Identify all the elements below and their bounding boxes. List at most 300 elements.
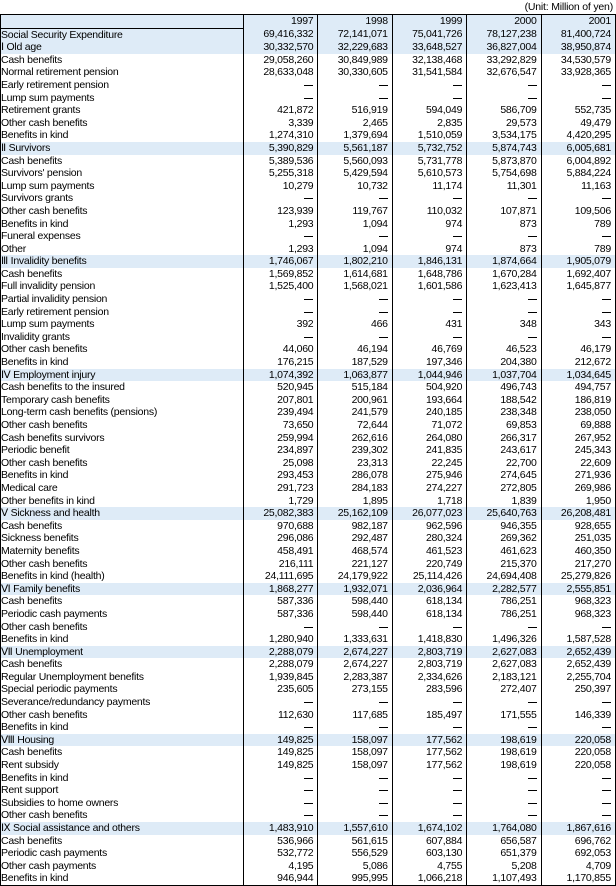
row-label: Benefits in kind: [1, 356, 69, 369]
table-row: [1, 167, 616, 180]
cell-1997: 1,280,940: [244, 633, 318, 646]
cell-1999: 177,562: [392, 759, 466, 772]
table-row: [1, 495, 616, 508]
cell-1998: 2,674,227: [318, 646, 392, 659]
cell-2001: 46,179: [541, 343, 615, 356]
row-label: Cash benefits: [1, 519, 62, 532]
cell-2000: 5,874,743: [467, 142, 541, 155]
cell-1999: [392, 92, 466, 105]
cell-2001: 49,479: [541, 117, 615, 130]
cell-2000: [467, 772, 541, 785]
cell-1999: 5,732,752: [392, 142, 466, 155]
no-data-dash-icon: [304, 702, 313, 703]
cell-1999: 33,648,527: [392, 41, 466, 54]
cell-2000: 78,127,238: [467, 28, 541, 41]
row-label: Benefits in kind (health): [1, 570, 105, 583]
no-data-dash-icon: [602, 803, 611, 804]
cell-1997: [244, 621, 318, 634]
cell-1997: 1,868,277: [244, 583, 318, 596]
cell-2001: 251,035: [541, 532, 615, 545]
cell-2001: 220,058: [541, 734, 615, 747]
cell-2001: 4,709: [541, 860, 615, 873]
cell-1997: 392: [244, 318, 318, 331]
cell-2001: [541, 809, 615, 822]
table-row: [1, 280, 616, 293]
cell-1999: 220,749: [392, 558, 466, 571]
row-label: Subsidies to home owners: [1, 796, 119, 809]
table-row: [1, 809, 616, 822]
cell-1999: 2,835: [392, 117, 466, 130]
cell-2000: 69,853: [467, 419, 541, 432]
cell-1997: [244, 809, 318, 822]
cell-1997: [244, 784, 318, 797]
table-row: [1, 92, 616, 105]
row-label: Other cash benefits: [1, 557, 88, 570]
table-row: [1, 306, 616, 319]
table-row: [1, 331, 616, 344]
no-data-dash-icon: [453, 85, 462, 86]
table-row: [1, 218, 616, 231]
table-row: [1, 646, 616, 659]
cell-2001: 34,530,579: [541, 54, 615, 67]
row-label: Periodic cash payments: [1, 847, 107, 860]
cell-1999: 32,138,468: [392, 54, 466, 67]
cell-1999: [392, 306, 466, 319]
table-body: [1, 28, 616, 885]
cell-1997: 520,945: [244, 381, 318, 394]
cell-1998: 466: [318, 318, 392, 331]
cell-1999: 177,562: [392, 734, 466, 747]
cell-1997: [244, 331, 318, 344]
row-label: Cash benefits to the insured: [1, 381, 125, 394]
cell-1997: 5,390,829: [244, 142, 318, 155]
cell-2001: 1,034,645: [541, 369, 615, 382]
row-label: Benefits in kind: [1, 633, 69, 646]
cell-1999: 1,601,586: [392, 280, 466, 293]
cell-1997: 207,801: [244, 394, 318, 407]
cell-1998: 158,097: [318, 746, 392, 759]
cell-1998: 515,184: [318, 381, 392, 394]
cell-1998: 1,094: [318, 218, 392, 231]
cell-1997: [244, 192, 318, 205]
cell-2001: 696,762: [541, 835, 615, 848]
row-label: Temporary cash benefits: [1, 393, 110, 406]
cell-2001: 22,609: [541, 457, 615, 470]
table-row: [1, 255, 616, 268]
row-label: Other cash benefits: [1, 116, 88, 129]
table-row: [1, 343, 616, 356]
cell-2001: 6,005,681: [541, 142, 615, 155]
no-data-dash-icon: [602, 98, 611, 99]
no-data-dash-icon: [453, 627, 462, 628]
no-data-dash-icon: [379, 778, 388, 779]
cell-1999: 1,718: [392, 495, 466, 508]
cell-2001: [541, 721, 615, 734]
cell-1997: 239,494: [244, 406, 318, 419]
no-data-dash-icon: [602, 815, 611, 816]
cell-2001: 2,555,851: [541, 583, 615, 596]
cell-1999: 1,510,059: [392, 129, 466, 142]
cell-1998: 30,330,605: [318, 66, 392, 79]
table-row: [1, 734, 616, 747]
no-data-dash-icon: [602, 627, 611, 628]
table-row: [1, 180, 616, 193]
cell-1997: [244, 306, 318, 319]
no-data-dash-icon: [304, 98, 313, 99]
no-data-dash-icon: [528, 727, 537, 728]
cell-1998: 561,615: [318, 835, 392, 848]
table-row: [1, 482, 616, 495]
cell-2000: 1,496,326: [467, 633, 541, 646]
no-data-dash-icon: [304, 727, 313, 728]
table-row: [1, 432, 616, 445]
no-data-dash-icon: [528, 627, 537, 628]
cell-1998: 598,440: [318, 595, 392, 608]
cell-1999: 1,418,830: [392, 633, 466, 646]
cell-2001: 238,050: [541, 406, 615, 419]
table-row: [1, 444, 616, 457]
cell-1998: 2,465: [318, 117, 392, 130]
cell-1999: 2,803,719: [392, 646, 466, 659]
no-data-dash-icon: [602, 790, 611, 791]
no-data-dash-icon: [453, 98, 462, 99]
table-row: [1, 872, 616, 885]
cell-1998: 10,732: [318, 180, 392, 193]
cell-1999: 11,174: [392, 180, 466, 193]
row-label: Ⅰ Old age: [1, 41, 244, 54]
cell-1999: 962,596: [392, 520, 466, 533]
cell-2001: [541, 306, 615, 319]
cell-1997: 2,288,079: [244, 646, 318, 659]
cell-2000: 25,640,763: [467, 507, 541, 520]
row-label: Benefits in kind: [1, 217, 69, 230]
cell-2000: 2,627,083: [467, 658, 541, 671]
cell-2000: 2,282,577: [467, 583, 541, 596]
cell-1998: 995,995: [318, 872, 392, 885]
no-data-dash-icon: [304, 815, 313, 816]
table-row: [1, 746, 616, 759]
column-header-1997: 1997: [244, 15, 318, 29]
cell-2001: 220,058: [541, 746, 615, 759]
table-row: [1, 658, 616, 671]
cell-1998: 5,429,594: [318, 167, 392, 180]
cell-1997: 10,279: [244, 180, 318, 193]
no-data-dash-icon: [528, 236, 537, 237]
header-row: [1, 15, 616, 29]
cell-1998: [318, 784, 392, 797]
table-row: [1, 318, 616, 331]
cell-1999: 5,610,573: [392, 167, 466, 180]
cell-1997: [244, 696, 318, 709]
cell-2000: 5,873,870: [467, 155, 541, 168]
cell-2000: [467, 621, 541, 634]
cell-1999: 461,523: [392, 545, 466, 558]
cell-1998: [318, 809, 392, 822]
column-header-2000: 2000: [467, 15, 541, 29]
row-label: Ⅶ Unemployment: [1, 646, 244, 659]
cell-1997: 28,633,048: [244, 66, 318, 79]
cell-2000: 651,379: [467, 847, 541, 860]
cell-1997: [244, 92, 318, 105]
cell-2001: 81,400,724: [541, 28, 615, 41]
cell-2000: 29,573: [467, 117, 541, 130]
cell-2000: 5,754,698: [467, 167, 541, 180]
cell-1997: 587,336: [244, 608, 318, 621]
cell-2001: 38,950,874: [541, 41, 615, 54]
no-data-dash-icon: [528, 815, 537, 816]
cell-1998: 46,194: [318, 343, 392, 356]
row-label: Rent subsidy: [1, 759, 59, 772]
table-row: [1, 205, 616, 218]
cell-2000: 873: [467, 243, 541, 256]
cell-1999: 618,134: [392, 595, 466, 608]
cell-1997: 1,729: [244, 495, 318, 508]
cell-2000: 586,709: [467, 104, 541, 117]
no-data-dash-icon: [379, 299, 388, 300]
cell-2001: 2,652,439: [541, 646, 615, 659]
cell-1997: 2,288,079: [244, 658, 318, 671]
row-label: Other cash benefits: [1, 204, 88, 217]
table-row: [1, 532, 616, 545]
cell-2000: 1,670,284: [467, 268, 541, 281]
cell-2000: 272,805: [467, 482, 541, 495]
cell-1999: 974: [392, 243, 466, 256]
row-label: Normal retirement pension: [1, 66, 119, 79]
cell-2001: 1,905,079: [541, 255, 615, 268]
table-head: [1, 15, 616, 29]
cell-1999: 618,134: [392, 608, 466, 621]
cell-1998: [318, 696, 392, 709]
row-label: Other cash payments: [1, 859, 97, 872]
cell-1997: 1,293: [244, 218, 318, 231]
no-data-dash-icon: [304, 299, 313, 300]
cell-1997: 216,111: [244, 558, 318, 571]
table-row: [1, 457, 616, 470]
no-data-dash-icon: [304, 627, 313, 628]
cell-1997: 1,939,845: [244, 671, 318, 684]
cell-1999: 193,664: [392, 394, 466, 407]
cell-2001: [541, 79, 615, 92]
no-data-dash-icon: [379, 803, 388, 804]
cell-2001: 4,420,295: [541, 129, 615, 142]
cell-2001: 146,339: [541, 709, 615, 722]
cell-1999: [392, 192, 466, 205]
no-data-dash-icon: [528, 98, 537, 99]
no-data-dash-icon: [528, 312, 537, 313]
cell-1999: 25,114,426: [392, 570, 466, 583]
no-data-dash-icon: [453, 337, 462, 338]
cell-2001: 1,645,877: [541, 280, 615, 293]
no-data-dash-icon: [379, 702, 388, 703]
cell-1998: 284,183: [318, 482, 392, 495]
cell-2001: 220,058: [541, 759, 615, 772]
cell-2000: 274,645: [467, 469, 541, 482]
cell-1997: 946,944: [244, 872, 318, 885]
table-row: [1, 683, 616, 696]
cell-1997: 149,825: [244, 746, 318, 759]
row-label: Medical care: [1, 481, 58, 494]
cell-1997: [244, 293, 318, 306]
no-data-dash-icon: [528, 790, 537, 791]
cell-1997: 25,098: [244, 457, 318, 470]
row-label: Benefits in kind: [1, 129, 69, 142]
cell-2000: 1,874,664: [467, 255, 541, 268]
table-row: [1, 709, 616, 722]
cell-2000: 32,676,547: [467, 66, 541, 79]
cell-1998: 1,333,631: [318, 633, 392, 646]
cell-2000: 461,623: [467, 545, 541, 558]
cell-2000: 11,301: [467, 180, 541, 193]
cell-2001: [541, 696, 615, 709]
row-label: Full invalidity pension: [1, 280, 96, 293]
table-row: [1, 583, 616, 596]
cell-2001: [541, 784, 615, 797]
cell-1998: 24,179,922: [318, 570, 392, 583]
cell-1999: 283,596: [392, 683, 466, 696]
cell-2001: 69,888: [541, 419, 615, 432]
cell-1998: 25,162,109: [318, 507, 392, 520]
table-row: [1, 268, 616, 281]
cell-1997: 123,939: [244, 205, 318, 218]
cell-2000: [467, 79, 541, 92]
cell-1999: 431: [392, 318, 466, 331]
cell-1998: 241,579: [318, 406, 392, 419]
cell-2000: 2,627,083: [467, 646, 541, 659]
no-data-dash-icon: [379, 337, 388, 338]
cell-1998: [318, 306, 392, 319]
no-data-dash-icon: [453, 312, 462, 313]
table-row: [1, 608, 616, 621]
cell-1997: 1,746,067: [244, 255, 318, 268]
cell-1998: [318, 721, 392, 734]
cell-1999: [392, 331, 466, 344]
unit-note: (Unit: Million of yen): [524, 1, 613, 13]
cell-2001: 11,163: [541, 180, 615, 193]
row-label: Retirement grants: [1, 104, 81, 117]
no-data-dash-icon: [602, 778, 611, 779]
cell-1999: 31,541,584: [392, 66, 466, 79]
cell-1998: [318, 331, 392, 344]
cell-2000: 786,251: [467, 595, 541, 608]
cell-1998: 30,849,989: [318, 54, 392, 67]
row-label: Cash benefits: [1, 746, 62, 759]
cell-2001: 1,950: [541, 495, 615, 508]
no-data-dash-icon: [602, 236, 611, 237]
cell-2000: [467, 809, 541, 822]
cell-1998: 158,097: [318, 734, 392, 747]
cell-2000: [467, 797, 541, 810]
cell-2000: [467, 306, 541, 319]
row-label: Benefits in kind: [1, 469, 69, 482]
cell-1997: 1,074,392: [244, 369, 318, 382]
cell-1997: 970,688: [244, 520, 318, 533]
cell-1998: 200,961: [318, 394, 392, 407]
cell-2001: 212,672: [541, 356, 615, 369]
row-label: Ⅸ Social assistance and others: [1, 822, 244, 835]
cell-1997: 291,723: [244, 482, 318, 495]
row-label: Survivors grants: [1, 192, 73, 205]
cell-2000: 215,370: [467, 558, 541, 571]
no-data-dash-icon: [453, 803, 462, 804]
cell-2001: 250,397: [541, 683, 615, 696]
row-label: Regular Unemployment benefits: [1, 670, 144, 683]
cell-1997: 421,872: [244, 104, 318, 117]
table-row: [1, 406, 616, 419]
cell-1999: 504,920: [392, 381, 466, 394]
no-data-dash-icon: [304, 790, 313, 791]
cell-1998: 119,767: [318, 205, 392, 218]
cell-1999: [392, 230, 466, 243]
cell-1997: 458,491: [244, 545, 318, 558]
row-label: Other cash benefits: [1, 343, 88, 356]
cell-1998: 1,379,694: [318, 129, 392, 142]
social-security-expenditure-table: [0, 14, 616, 886]
cell-1998: [318, 772, 392, 785]
row-label: Survivors' pension: [1, 167, 82, 180]
table-row: [1, 419, 616, 432]
cell-1997: 30,332,570: [244, 41, 318, 54]
cell-1999: 603,130: [392, 847, 466, 860]
cell-1999: 275,946: [392, 469, 466, 482]
cell-1999: [392, 809, 466, 822]
row-label: Social Security Expenditure: [1, 28, 244, 41]
no-data-dash-icon: [379, 790, 388, 791]
cell-2000: 496,743: [467, 381, 541, 394]
cell-1997: [244, 721, 318, 734]
no-data-dash-icon: [453, 790, 462, 791]
table-row: [1, 54, 616, 67]
cell-2000: [467, 92, 541, 105]
cell-2001: 1,692,407: [541, 268, 615, 281]
table-row: [1, 621, 616, 634]
cell-2000: 24,694,408: [467, 570, 541, 583]
cell-2001: 217,270: [541, 558, 615, 571]
row-label: Ⅲ Invalidity benefits: [1, 255, 244, 268]
column-header-1999: 1999: [392, 15, 466, 29]
cell-1997: 1,293: [244, 243, 318, 256]
table-row: [1, 847, 616, 860]
cell-2001: 789: [541, 243, 615, 256]
row-label: Early retirement pension: [1, 305, 109, 318]
row-label: Cash benefits: [1, 595, 62, 608]
cell-1999: 1,674,102: [392, 822, 466, 835]
cell-2000: [467, 230, 541, 243]
cell-2000: 1,037,704: [467, 369, 541, 382]
row-label: Invalidity grants: [1, 330, 70, 343]
table-row: [1, 104, 616, 117]
cell-1997: 1,483,910: [244, 822, 318, 835]
cell-1998: 273,155: [318, 683, 392, 696]
cell-1999: 185,497: [392, 709, 466, 722]
cell-2001: 269,986: [541, 482, 615, 495]
no-data-dash-icon: [602, 702, 611, 703]
no-data-dash-icon: [304, 85, 313, 86]
cell-2000: 188,542: [467, 394, 541, 407]
row-label: Lump sum payments: [1, 91, 95, 104]
row-label: Cash benefits: [1, 834, 62, 847]
row-label: Lump sum payments: [1, 318, 95, 331]
cell-1997: 73,650: [244, 419, 318, 432]
cell-2001: 1,170,855: [541, 872, 615, 885]
cell-1998: 286,078: [318, 469, 392, 482]
cell-1999: 26,077,023: [392, 507, 466, 520]
table-row: [1, 835, 616, 848]
cell-1999: 974: [392, 218, 466, 231]
cell-2001: 186,819: [541, 394, 615, 407]
no-data-dash-icon: [602, 727, 611, 728]
no-data-dash-icon: [453, 778, 462, 779]
cell-2000: 198,619: [467, 746, 541, 759]
